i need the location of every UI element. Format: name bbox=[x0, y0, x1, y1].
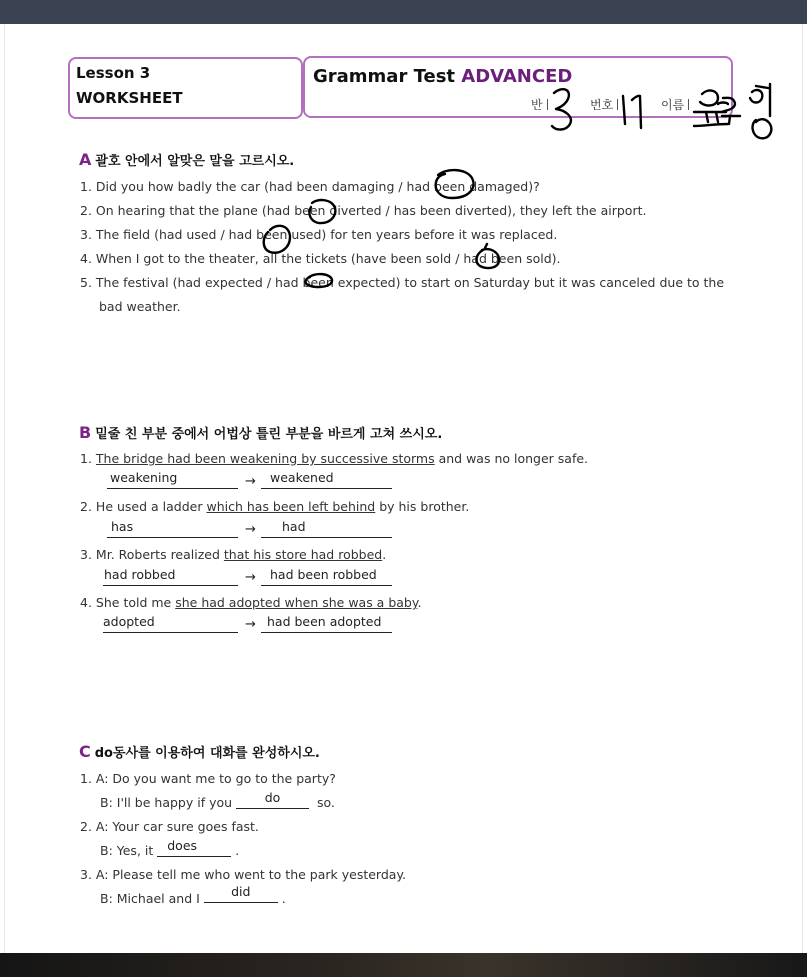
question-a-2: 2. On hearing that the plane (had been diverted / has been diverted), they left the airport. bbox=[80, 203, 647, 218]
section-a-letter: A bbox=[79, 150, 92, 169]
answer-c-1: do bbox=[236, 790, 309, 809]
question-c-3-a: 3. A: Please tell me who went to the park yesterday. bbox=[80, 867, 407, 882]
number-label: 번호 bbox=[590, 98, 614, 112]
question-c-1-b: B: I'll be happy if you do so. bbox=[100, 790, 335, 810]
answer-b-2-wrong: has bbox=[107, 519, 238, 538]
question-a-1: 1. Did you how badly the car (had been damaging / had been damaged)? bbox=[80, 179, 540, 194]
bottom-edge bbox=[0, 953, 807, 977]
title-main: Grammar Test bbox=[313, 66, 456, 87]
lesson-label: Lesson 3 bbox=[76, 64, 151, 82]
section-a-instruction: 괄호 안에서 알맞은 말을 고르시오. bbox=[95, 154, 295, 169]
arrow: → bbox=[245, 570, 256, 585]
question-a-5: 5. The festival (had expected / had been expected) to start on Saturday but it was canceled due to the bbox=[80, 275, 725, 290]
window-title-bar bbox=[0, 0, 807, 24]
answer-b-2-correct: had bbox=[261, 519, 392, 538]
question-b-4: 4. She told me she had adopted when she was a baby. bbox=[80, 595, 422, 610]
section-b-instruction: 밑줄 친 부분 중에서 어법상 틀린 부분을 바르게 고쳐 쓰시오. bbox=[95, 427, 443, 442]
answer-b-1-wrong: weakening bbox=[107, 470, 238, 489]
class-label: 반 bbox=[531, 98, 543, 112]
worksheet-label: WORKSHEET bbox=[76, 89, 183, 107]
answer-c-2: does bbox=[157, 838, 231, 857]
title-level: ADVANCED bbox=[461, 66, 573, 87]
arrow: → bbox=[245, 474, 256, 489]
section-b-title bbox=[79, 423, 442, 442]
section-c-title bbox=[79, 742, 320, 761]
arrow: → bbox=[245, 617, 256, 632]
answer-b-3-wrong: had robbed bbox=[103, 567, 238, 586]
answer-b-4-wrong: adopted bbox=[103, 614, 238, 633]
number-field bbox=[590, 96, 618, 113]
section-a-title bbox=[79, 150, 294, 169]
question-a-3: 3. The field (had used / had been used) for ten years before it was replaced. bbox=[80, 227, 558, 242]
answer-b-4-correct: had been adopted bbox=[261, 614, 392, 633]
question-b-1: 1. The bridge had been weakening by successive storms and was no longer safe. bbox=[80, 451, 589, 466]
section-c-instruction: do동사를 이용하여 대화를 완성하시오. bbox=[94, 746, 320, 761]
question-c-2-b: B: Yes, it does . bbox=[100, 838, 240, 858]
question-c-3-b: B: Michael and I did . bbox=[100, 884, 286, 906]
name-label: 이름 bbox=[661, 98, 685, 112]
page-title bbox=[313, 66, 572, 87]
question-c-2-a: 2. A: Your car sure goes fast. bbox=[80, 819, 259, 834]
answer-b-1-correct: weakened bbox=[261, 470, 392, 489]
arrow: → bbox=[245, 522, 256, 537]
name-field bbox=[661, 96, 689, 113]
question-a-4: 4. When I got to the theater, all the tickets (have been sold / had been sold). bbox=[80, 251, 561, 266]
answer-c-3: did bbox=[204, 884, 278, 903]
question-b-2: 2. He used a ladder which has been left behind by his brother. bbox=[80, 499, 470, 514]
question-c-1-a: 1. A: Do you want me to go to the party? bbox=[80, 771, 336, 786]
answer-b-3-correct: had been robbed bbox=[261, 567, 392, 586]
section-b-letter: B bbox=[79, 423, 92, 442]
question-b-3: 3. Mr. Roberts realized that his store had robbed. bbox=[80, 547, 387, 562]
class-field bbox=[531, 96, 548, 113]
question-a-5-cont: bad weather. bbox=[99, 299, 181, 314]
section-c-letter: C bbox=[79, 742, 91, 761]
